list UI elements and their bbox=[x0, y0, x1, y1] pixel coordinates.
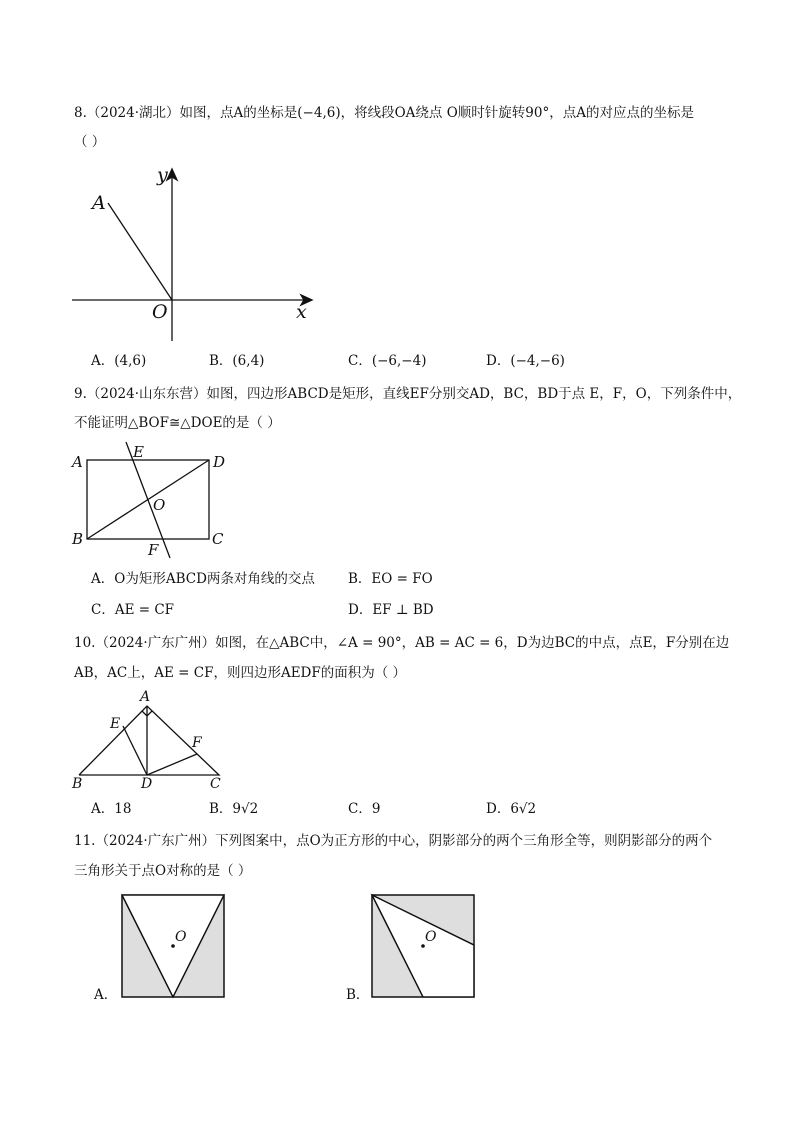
q9-rectangle-figure bbox=[68, 438, 238, 562]
label-a: A bbox=[72, 453, 83, 471]
q9-stem-line2: 不能证明△BOF≅△DOE的是（ ） bbox=[74, 415, 281, 431]
q10-option-d[interactable]: D．6√2 bbox=[486, 801, 537, 817]
q8-stem-line2: （ ） bbox=[74, 134, 106, 150]
q11-stem-line1: 11.（2024·广东广州）下列图案中，点O为正方形的中心，阴影部分的两个三角形全等，则阴影部分的两个 bbox=[74, 833, 713, 849]
label-f: F bbox=[148, 541, 159, 559]
segment-df bbox=[147, 754, 197, 775]
q8-option-d[interactable]: D．(−4,−6) bbox=[486, 353, 565, 369]
label-f: F bbox=[192, 735, 202, 751]
q10-option-a[interactable]: A．18 bbox=[91, 801, 132, 817]
label-o: O bbox=[152, 301, 168, 323]
q11-option-a[interactable]: A． bbox=[94, 987, 118, 1003]
q11-option-b[interactable]: B． bbox=[346, 987, 370, 1003]
q10-option-b[interactable]: B．9√2 bbox=[209, 801, 259, 817]
q8-option-a[interactable]: A．(4,6) bbox=[91, 353, 147, 369]
q8-option-c[interactable]: C．(−6,−4) bbox=[348, 353, 427, 369]
q8-stem-line1: 8.（2024·湖北）如图，点A的坐标是(−4,6)，将线段OA绕点 O顺时针旋转90°，点A的对应点的坐标是 bbox=[74, 105, 694, 121]
label-a: A bbox=[92, 192, 106, 214]
segment-oa bbox=[108, 203, 172, 300]
label-c: C bbox=[210, 776, 221, 792]
q11-stem-line2: 三角形关于点O对称的是（ ） bbox=[74, 863, 252, 879]
q9-option-d[interactable]: D．EF ⊥ BD bbox=[348, 602, 434, 618]
label-o-b: O bbox=[425, 929, 437, 945]
q9-option-c[interactable]: C．AE = CF bbox=[91, 602, 175, 618]
label-y: y bbox=[157, 164, 168, 186]
q11-figure-a bbox=[120, 893, 226, 999]
segment-ed bbox=[123, 726, 147, 775]
label-x: x bbox=[296, 301, 307, 323]
q9-stem-line1: 9.（2024·山东东营）如图，四边形ABCD是矩形，直线EF分别交AD，BC，BD于点 E，F，O，下列条件中， bbox=[74, 386, 742, 402]
q9-option-b[interactable]: B．EO = FO bbox=[348, 571, 433, 587]
q10-stem-line1: 10.（2024·广东广州）如图，在△ABC中，∠A = 90°，AB = AC = 6，D为边BC的中点，点E，F分别在边 bbox=[74, 635, 730, 651]
q9-option-a[interactable]: A．O为矩形ABCD两条对角线的交点 bbox=[91, 571, 315, 587]
label-a: A bbox=[140, 689, 151, 705]
q8-coordinate-figure bbox=[68, 163, 318, 345]
q10-option-c[interactable]: C．9 bbox=[348, 801, 381, 817]
label-d: D bbox=[213, 453, 226, 471]
q11-figure-b bbox=[370, 893, 476, 999]
label-e: E bbox=[133, 443, 144, 461]
label-c: C bbox=[212, 530, 224, 548]
label-o-a: O bbox=[175, 929, 187, 945]
q8-option-b[interactable]: B．(6,4) bbox=[209, 353, 265, 369]
label-b: B bbox=[72, 530, 84, 548]
q10-stem-line2: AB，AC上，AE = CF，则四边形AEDF的面积为（ ） bbox=[74, 665, 407, 681]
label-e: E bbox=[110, 716, 121, 732]
label-o: O bbox=[153, 496, 166, 514]
q10-triangle-figure bbox=[68, 687, 238, 795]
label-b: B bbox=[72, 776, 83, 792]
label-d: D bbox=[141, 776, 153, 792]
